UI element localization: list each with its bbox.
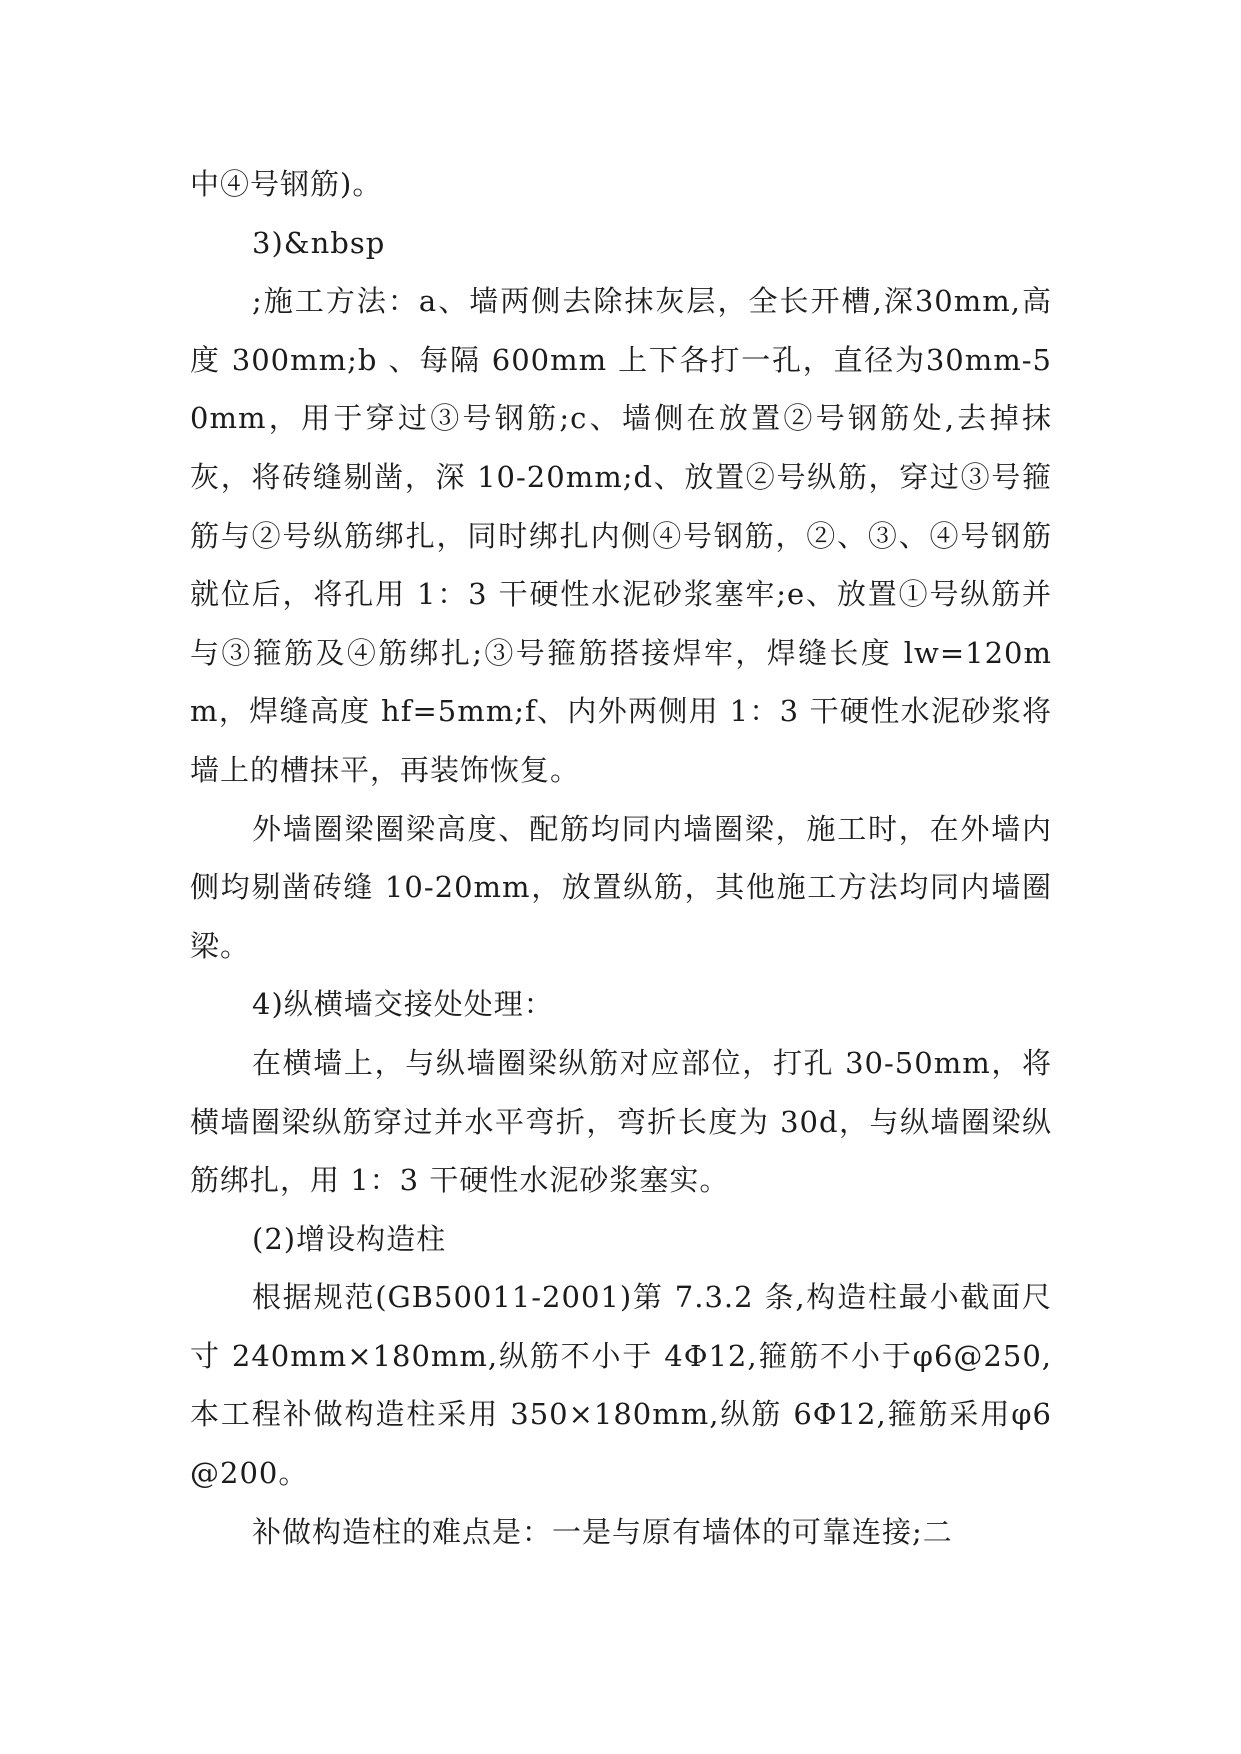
paragraph-7: (2)增设构造柱 <box>252 1221 447 1256</box>
paragraph-4: 外墙圈梁圈梁高度、配筋均同内墙圈梁，施工时，在外墙内侧均剔凿砖缝 10-20mm，放置纵筋，其他施工方法均同内墙圈梁。 <box>190 811 1052 963</box>
paragraph-6: 在横墙上，与纵墙圈梁纵筋对应部位，打孔 30-50mm，将横墙圈梁纵筋穿过并水平弯折，弯折长度为 30d，与纵墙圈梁纵筋绑扎，用 1：3 干硬性水泥砂浆塞实。 <box>190 1045 1052 1198</box>
paragraph-3: ;施工方法：a、墙两侧去除抹灰层，全长开槽,深30mm,高度 300mm;b 、每隔 600mm 上下各打一孔，直径为30mm-50mm，用于穿过③号钢筋;c、墙侧在放置②号钢筋处,去掉抹灰，将砖缝剔凿，深 10-20mm;d、放置②号纵筋，穿过③号箍筋与②号纵筋绑扎，同时绑扎内侧④号钢筋，②、③、④号钢筋就位后，将孔用 1：3 干硬性水泥砂浆塞牢;e、放置①号纵筋并与③箍筋及④筋绑扎;③号箍筋搭接焊牢，焊缝长度 lw=120mm，焊缝高度 hf=5mm;f、内外两侧用 1：3 干硬性水泥砂浆将墙上的槽抹平，再装饰恢复。 <box>190 284 1052 787</box>
paragraph-8: 根据规范(GB50011-2001)第 7.3.2 条,构造柱最小截面尺寸 240mm×180mm,纵筋不小于 4Φ12,箍筋不小于φ6@250,本工程补做构造柱采用 350×180mm,纵筋 6Φ12,箍筋采用φ6@200。 <box>190 1280 1052 1491</box>
paragraph-1: 中④号钢筋)。 <box>190 167 383 201</box>
paragraph-2: 3)&nbsp <box>252 225 386 260</box>
paragraph-9: 补做构造柱的难点是：一是与原有墙体的可靠连接;二 <box>252 1514 953 1549</box>
document-body <box>190 155 1052 1561</box>
paragraph-5: 4)纵横墙交接处处理： <box>252 987 554 1022</box>
